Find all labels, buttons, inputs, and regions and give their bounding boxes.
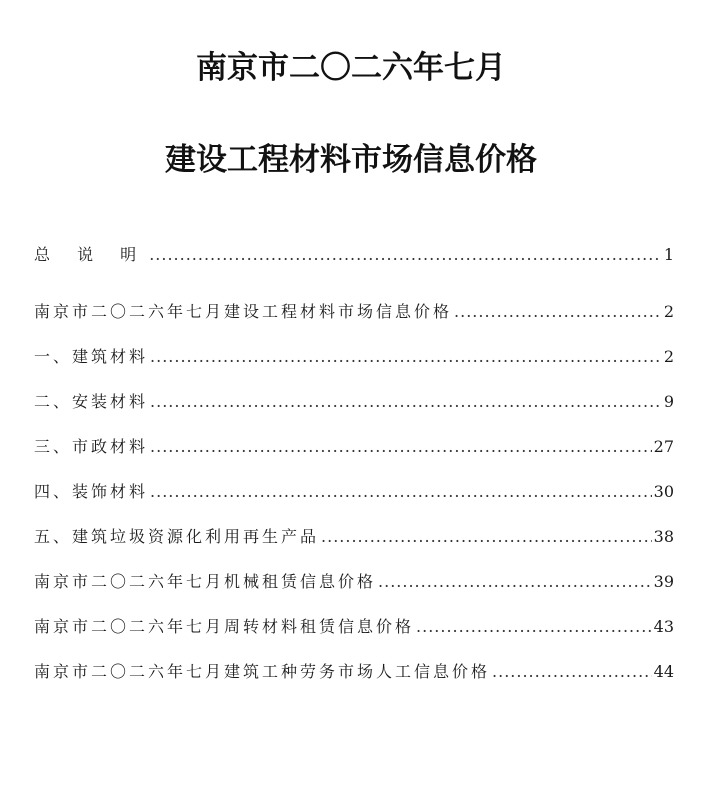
toc-entry-general-notes[interactable] <box>34 244 674 266</box>
toc-dot-leader <box>150 481 652 503</box>
toc-dot-leader <box>454 301 662 323</box>
toc-entry-label: 二、安装材料 <box>34 392 149 411</box>
document-title-line-2: 建设工程材料市场信息价格 <box>165 142 537 178</box>
toc-page-number: 43 <box>653 617 674 636</box>
toc-dot-leader <box>150 436 652 458</box>
toc-entry-recycled-products[interactable] <box>34 526 674 548</box>
toc-page-number: 9 <box>663 392 674 411</box>
toc-page-number: 30 <box>653 482 674 501</box>
toc-entry-building-materials[interactable] <box>34 346 674 368</box>
toc-entry-label: 一、建筑材料 <box>34 347 149 366</box>
toc-entry-label: 三、市政材料 <box>34 437 149 456</box>
toc-entry-turnover-materials-rental[interactable] <box>34 616 674 638</box>
table-of-contents <box>34 244 674 681</box>
toc-entry-label: 五、建筑垃圾资源化利用再生产品 <box>34 527 320 546</box>
toc-dot-leader <box>378 571 652 593</box>
toc-entry-label: 南京市二〇二六年七月建筑工种劳务市场人工信息价格 <box>34 662 491 681</box>
toc-page-number: 44 <box>653 662 674 681</box>
toc-dot-leader <box>416 616 652 638</box>
toc-entry-municipal-materials[interactable] <box>34 436 674 458</box>
toc-dot-leader <box>150 391 662 413</box>
toc-page-number: 1 <box>663 245 674 264</box>
toc-entry-label: 总 说 明 <box>34 245 148 264</box>
toc-entry-label: 南京市二〇二六年七月建设工程材料市场信息价格 <box>34 302 453 321</box>
toc-page-number: 2 <box>663 347 674 366</box>
toc-entry-labor-prices[interactable] <box>34 661 674 683</box>
toc-dot-leader <box>321 526 652 548</box>
toc-page-number: 39 <box>653 572 674 591</box>
toc-page-number: 2 <box>663 302 674 321</box>
toc-entry-label: 四、装饰材料 <box>34 482 149 501</box>
toc-page-number: 38 <box>653 527 674 546</box>
toc-entry-installation-materials[interactable] <box>34 391 674 413</box>
toc-page-number: 27 <box>653 437 674 456</box>
toc-entry-label: 南京市二〇二六年七月机械租赁信息价格 <box>34 572 377 591</box>
toc-dot-leader <box>492 661 652 683</box>
document-title-line-1: 南京市二〇二六年七月 <box>196 50 506 86</box>
toc-dot-leader <box>149 244 662 266</box>
toc-dot-leader <box>150 346 662 368</box>
toc-entry-machinery-rental[interactable] <box>34 571 674 593</box>
toc-entry-material-prices[interactable] <box>34 301 674 323</box>
toc-entry-label: 南京市二〇二六年七月周转材料租赁信息价格 <box>34 617 415 636</box>
toc-entry-decoration-materials[interactable] <box>34 481 674 503</box>
